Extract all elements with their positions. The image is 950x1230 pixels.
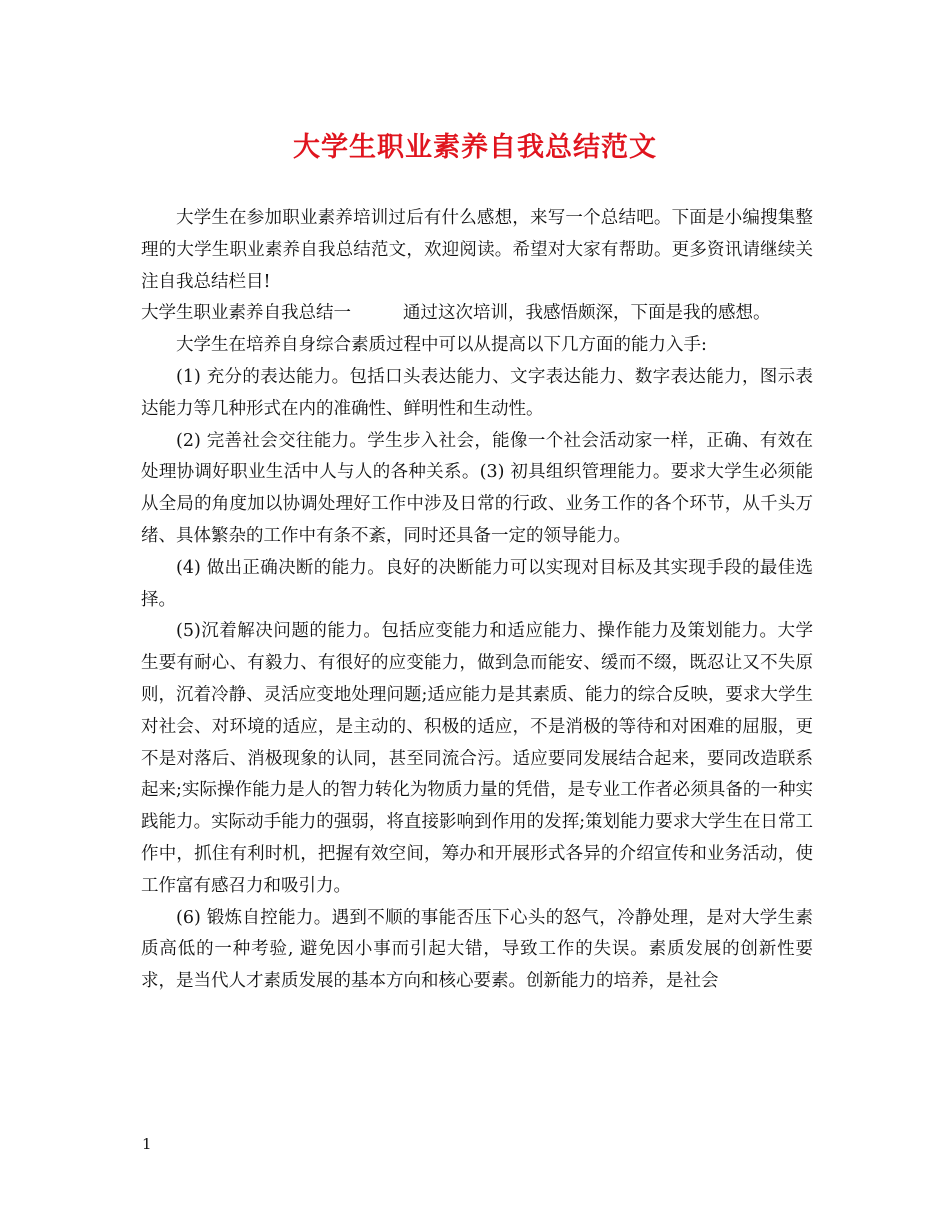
document-title: 大学生职业素养自我总结范文 <box>293 132 657 163</box>
paragraph-4: (4) 做出正确决断的能力。良好的决断能力可以实现对目标及其实现手段的最佳选择。 <box>141 557 813 610</box>
paragraph-5: (5)沉着解决问题的能力。包括应变能力和适应能力、操作能力及策划能力。大学生要有耐心、有毅力、有很好的应变能力，做到急而能安、缓而不缀，既忍让又不失原则，沉着冷静、灵活应变地处理问题;适应能力是其素质、能力的综合反映，要求大学生对社会、对环境的适应，是主动的、积极的适应，不是消极的等待和对困难的屈服，更不是对落后、消极现象的认同，甚至同流合污。适应要同发展结合起来，要同改造联系起来;实际操作能力是人的智力转化为物质力量的凭借，是专业工作者必须具备的一种实践能力。实际动手能力的强弱，将直接影响到作用的发挥;策划能力要求大学生在日常工作中，抓住有利时机，把握有效空间，筹办和开展形式各异的介绍宣传和业务活动，使工作富有感召力和吸引力。 <box>141 621 813 896</box>
intro-paragraph: 大学生在参加职业素养培训过后有什么感想，来写一个总结吧。下面是小编搜集整理的大学生职业素养自我总结范文，欢迎阅读。希望对大家有帮助。更多资讯请继续关注自我总结栏目! <box>141 208 813 292</box>
document-body <box>141 203 813 998</box>
section-lead: 通过这次培训，我感悟颇深，下面是我的感想。 <box>403 303 771 324</box>
paragraph-6: (6) 锻炼自控能力。遇到不顺的事能否压下心头的怒气，冷静处理，是对大学生素质高低的一种考验, 避免因小事而引起大错，导致工作的失误。素质发展的创新性要求，是当代人才素质发展的基本方向和核心要素。创新能力的培养，是社会 <box>141 907 813 992</box>
section-heading: 大学生职业素养自我总结一 <box>141 303 351 324</box>
paragraph-2: (1) 充分的表达能力。包括口头表达能力、文字表达能力、数字表达能力，图示表达能力等几种形式在内的准确性、鲜明性和生动性。 <box>141 366 813 419</box>
paragraph-1: 大学生在培养自身综合素质过程中可以从提高以下几方面的能力入手: <box>176 335 707 356</box>
paragraph-3: (2) 完善社会交往能力。学生步入社会，能像一个社会活动家一样，正确、有效在处理协调好职业生活中人与人的各种关系。(3) 初具组织管理能力。要求大学生必须能从全局的角度加以协调处理好工作中涉及日常的行政、业务工作的各个环节，从千头万绪、具体繁杂的工作中有条不紊，同时还具备一定的领导能力。 <box>141 430 813 546</box>
page-number: 1 <box>142 1135 152 1153</box>
section-heading-line <box>141 298 813 330</box>
